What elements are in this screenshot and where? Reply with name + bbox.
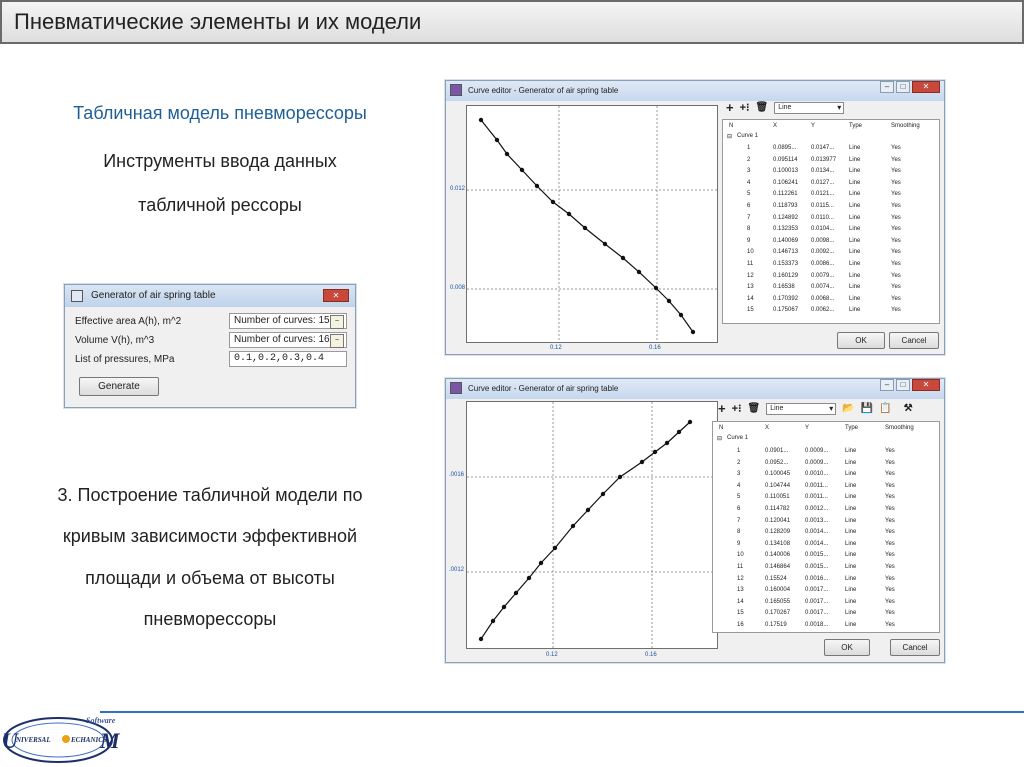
area-value: Number of curves: 15 bbox=[234, 315, 330, 326]
table-cell: 12 bbox=[747, 272, 754, 279]
table-cell: 0.0115... bbox=[811, 203, 834, 209]
table-cell: Yes bbox=[885, 482, 895, 489]
table-cell: Yes bbox=[885, 540, 895, 547]
table-cell: Yes bbox=[891, 203, 901, 209]
table-cell: Line bbox=[845, 494, 857, 501]
close-icon[interactable]: ✕ bbox=[912, 379, 940, 391]
y-tick: .0012 bbox=[449, 567, 465, 573]
table-cell: Line bbox=[849, 145, 861, 151]
table-cell: 2 bbox=[747, 156, 751, 163]
table-cell: 0.140069 bbox=[773, 237, 799, 244]
table-cell: 0.0009... bbox=[805, 448, 829, 454]
table-cell: 11 bbox=[747, 261, 754, 267]
table-cell: Line bbox=[845, 598, 857, 605]
generate-button[interactable]: Generate bbox=[79, 377, 159, 396]
x-tick: 0.16 bbox=[649, 345, 661, 351]
curve-editor-2 bbox=[445, 378, 945, 663]
table-cell: Yes bbox=[885, 552, 895, 559]
table-cell: 0.0018... bbox=[805, 622, 829, 628]
table-cell: Yes bbox=[885, 471, 895, 478]
step-line-1: 3. Построение табличной модели по bbox=[57, 485, 363, 505]
table-cell: Yes bbox=[885, 575, 895, 582]
table-cell: Yes bbox=[891, 168, 901, 175]
footer-line bbox=[100, 711, 1024, 713]
table-cell: 11 bbox=[737, 564, 744, 570]
editor-toolbar bbox=[718, 401, 913, 416]
table-cell: Line bbox=[845, 482, 857, 489]
table-cell: 0.0011... bbox=[805, 482, 828, 489]
table-cell: 1 bbox=[737, 448, 741, 454]
table-cell: 0.17519 bbox=[765, 622, 787, 628]
table-cell: Yes bbox=[891, 191, 901, 198]
table-cell: Line bbox=[849, 191, 861, 198]
minimize-icon[interactable]: – bbox=[880, 81, 894, 93]
table-cell: 7 bbox=[747, 214, 751, 221]
table-cell: Yes bbox=[891, 145, 901, 151]
app-icon bbox=[450, 382, 462, 394]
table-cell: 0.0110... bbox=[811, 214, 834, 221]
table-cell: 1 bbox=[747, 145, 751, 151]
table-cell: 0.146864 bbox=[765, 564, 791, 570]
curve-edit-icon[interactable]: ~ bbox=[330, 315, 344, 329]
table-cell: Yes bbox=[885, 459, 895, 466]
table-cell: 0.175067 bbox=[773, 307, 799, 314]
minimize-icon[interactable]: – bbox=[880, 379, 894, 391]
table-cell: Line bbox=[849, 168, 861, 175]
generator-dialog bbox=[64, 284, 356, 408]
table-cell: 8 bbox=[737, 529, 741, 536]
table-cell: Line bbox=[845, 564, 857, 570]
editor-titlebar bbox=[446, 379, 944, 399]
table-cell: Yes bbox=[885, 448, 895, 454]
column-header: X bbox=[773, 123, 778, 129]
table-cell: 0.0079... bbox=[811, 272, 835, 279]
table-cell: 0.0121... bbox=[811, 191, 835, 198]
table-cell: 0.0068... bbox=[811, 295, 835, 302]
curve-points bbox=[479, 420, 692, 641]
table-cell: Line bbox=[849, 261, 861, 267]
column-header: N bbox=[729, 123, 734, 129]
table-cell: 0.0134... bbox=[811, 168, 835, 175]
editor-toolbar bbox=[726, 100, 844, 115]
table-cell: 0.0092... bbox=[811, 249, 835, 256]
y-tick: 0.012 bbox=[450, 186, 466, 192]
column-header: Smoothing bbox=[885, 425, 914, 431]
table-cell: 0.0086... bbox=[811, 261, 835, 267]
table-cell: Yes bbox=[885, 529, 895, 536]
tree-toggle-icon[interactable]: ⊟ bbox=[717, 436, 723, 442]
table-cell: 0.0014... bbox=[805, 540, 829, 547]
maximize-icon[interactable]: □ bbox=[896, 379, 910, 391]
pressures-input[interactable]: 0.1,0.2,0.3,0.4 bbox=[229, 351, 347, 367]
table-cell: 0.146713 bbox=[773, 249, 799, 256]
slide-title-bar bbox=[0, 0, 1024, 44]
editor-titlebar bbox=[446, 81, 944, 101]
ok-button[interactable]: OK bbox=[824, 639, 870, 656]
area-label: Effective area A(h), m^2 bbox=[75, 316, 182, 327]
app-icon bbox=[450, 84, 462, 96]
curve-label: Curve 1 bbox=[727, 435, 749, 441]
curve-line bbox=[481, 120, 693, 332]
editor-title: Curve editor - Generator of air spring table bbox=[468, 384, 619, 393]
tree-toggle-icon[interactable]: ⊟ bbox=[727, 134, 733, 140]
table-cell: 2 bbox=[737, 459, 741, 466]
table-cell: 0.100045 bbox=[765, 471, 791, 478]
table-cell: 0.15524 bbox=[765, 575, 787, 582]
curve-plot-svg bbox=[467, 106, 717, 342]
table-cell: 0.0062... bbox=[811, 307, 835, 314]
table-cell: Line bbox=[845, 459, 857, 466]
window-controls bbox=[880, 81, 940, 93]
table-cell: Line bbox=[849, 249, 861, 256]
line-type-select[interactable]: Line ▾ bbox=[766, 403, 836, 415]
table-cell: Yes bbox=[891, 284, 901, 291]
table-cell: 6 bbox=[747, 203, 751, 209]
table-cell: Yes bbox=[891, 237, 901, 244]
table-cell: 9 bbox=[747, 237, 751, 244]
table-cell: 0.110051 bbox=[765, 494, 790, 501]
table-cell: Yes bbox=[891, 295, 901, 302]
table-cell: 0.153373 bbox=[773, 261, 799, 267]
volume-value: Number of curves: 16 bbox=[234, 334, 330, 345]
table-cell: Yes bbox=[891, 226, 901, 233]
clipboard-icon[interactable]: 📋 bbox=[879, 403, 892, 414]
generator-title: Generator of air spring table bbox=[91, 290, 216, 301]
table-cell: 0.165055 bbox=[765, 598, 791, 605]
table-cell: 4 bbox=[737, 482, 741, 489]
table-cell: Line bbox=[849, 272, 861, 279]
column-header: Type bbox=[845, 425, 859, 431]
table-cell: 0.0009... bbox=[805, 459, 829, 466]
slide-title: Пневматические элементы и их модели bbox=[14, 9, 422, 34]
table-cell: Line bbox=[849, 307, 861, 314]
table-cell: 0.0010... bbox=[805, 471, 829, 478]
logo-initial-m: M bbox=[100, 728, 120, 753]
table-cell: Yes bbox=[885, 506, 895, 512]
step-line-4: пневморессоры bbox=[143, 609, 277, 629]
window-icon bbox=[71, 290, 83, 302]
table-cell: Line bbox=[849, 156, 861, 163]
curve-line bbox=[481, 422, 690, 639]
table-cell: 0.112261 bbox=[773, 191, 798, 198]
y-tick: 0.008 bbox=[450, 285, 466, 291]
column-header: Y bbox=[805, 425, 810, 431]
insert-icon[interactable]: +⁝ bbox=[739, 102, 750, 114]
table-cell: 0.132353 bbox=[773, 226, 799, 233]
area-field[interactable] bbox=[229, 313, 347, 329]
y-tick: .0016 bbox=[449, 472, 465, 478]
table-cell: 7 bbox=[737, 517, 741, 524]
step-line-3: площади и объема от высоты bbox=[85, 568, 335, 588]
table-cell: Yes bbox=[891, 272, 901, 279]
table-cell: 6 bbox=[737, 506, 741, 512]
logo-initial-u: U bbox=[2, 728, 18, 753]
table-cell: 0.0016... bbox=[805, 575, 829, 582]
add-icon[interactable]: + bbox=[718, 401, 726, 416]
table-cell: 0.124892 bbox=[773, 214, 799, 221]
table-cell: 0.0011... bbox=[805, 494, 828, 501]
table-cell: 0.0013... bbox=[805, 517, 829, 524]
table-cell: Yes bbox=[885, 587, 895, 594]
table-cell: 0.120041 bbox=[765, 517, 791, 524]
table-cell: 0.140006 bbox=[765, 552, 791, 559]
table-cell: Yes bbox=[885, 494, 895, 501]
table-cell: 8 bbox=[747, 226, 751, 233]
table-cell: Line bbox=[845, 506, 857, 512]
table-cell: 0.0017... bbox=[805, 610, 829, 617]
table-cell: Line bbox=[845, 575, 857, 582]
x-tick: 0.12 bbox=[546, 652, 558, 658]
table-cell: 0.0012... bbox=[805, 506, 829, 512]
logo-brand-right: ECHANICS bbox=[71, 736, 107, 744]
table-cell: 0.0104... bbox=[811, 226, 835, 233]
company-logo bbox=[0, 700, 120, 767]
open-folder-icon[interactable]: 📂 bbox=[842, 403, 855, 414]
tools-line-1: Инструменты ввода данных bbox=[103, 151, 337, 171]
table-cell: 0.0015... bbox=[805, 552, 829, 559]
table-cell: Yes bbox=[885, 564, 895, 570]
table-cell: Line bbox=[845, 471, 857, 478]
table-cell: Line bbox=[845, 517, 857, 524]
table-cell: 0.0017... bbox=[805, 587, 829, 594]
column-header: Smoothing bbox=[891, 123, 920, 129]
points-table bbox=[712, 421, 940, 633]
table-cell: 0.0014... bbox=[805, 529, 829, 536]
table-cell: Yes bbox=[891, 156, 901, 163]
insert-icon[interactable]: +⁝ bbox=[731, 403, 742, 415]
table-cell: Line bbox=[849, 214, 861, 221]
table-cell: 0.0901... bbox=[765, 448, 789, 454]
table-cell: Line bbox=[849, 237, 861, 244]
table-cell: 0.170267 bbox=[765, 610, 791, 617]
table-cell: 13 bbox=[747, 284, 754, 291]
window-controls bbox=[880, 379, 940, 391]
table-cell: 0.100013 bbox=[773, 168, 799, 175]
close-icon[interactable]: ✕ bbox=[323, 289, 349, 302]
subtitle: Табличная модель пневморессоры bbox=[73, 103, 367, 123]
volume-field[interactable] bbox=[229, 332, 347, 348]
table-cell: 0.118793 bbox=[773, 203, 798, 209]
table-cell: 0.0127... bbox=[811, 179, 835, 186]
close-icon[interactable]: ✕ bbox=[912, 81, 940, 93]
tools-icon[interactable]: ⚒ bbox=[903, 403, 913, 414]
plot-area[interactable] bbox=[466, 401, 718, 649]
table-cell: 12 bbox=[737, 575, 744, 582]
table-cell: Line bbox=[849, 284, 861, 291]
table-cell: Yes bbox=[885, 517, 895, 524]
line-type-select[interactable]: Line ▾ bbox=[774, 102, 844, 114]
table-cell: 0.0147... bbox=[811, 145, 835, 151]
table-cell: Yes bbox=[885, 622, 895, 628]
delete-icon[interactable]: 🗑 bbox=[755, 102, 769, 113]
table-cell: Line bbox=[845, 587, 857, 594]
cancel-button[interactable]: Cancel bbox=[890, 639, 940, 656]
table-cell: Yes bbox=[891, 261, 901, 267]
plot-area[interactable] bbox=[466, 105, 718, 343]
table-cell: 0.0895... bbox=[773, 145, 797, 151]
table-cell: Line bbox=[845, 622, 857, 628]
logo-software: Software bbox=[86, 716, 116, 725]
table-cell: 0.013977 bbox=[811, 156, 837, 163]
table-cell: Yes bbox=[891, 249, 901, 256]
table-cell: 0.160004 bbox=[765, 587, 791, 594]
x-tick: 0.12 bbox=[550, 345, 562, 351]
add-icon[interactable]: + bbox=[726, 100, 734, 115]
table-cell: Yes bbox=[891, 307, 901, 314]
table-cell: 0.0074... bbox=[811, 284, 835, 291]
table-cell: 5 bbox=[747, 191, 751, 198]
table-cell: 5 bbox=[737, 494, 741, 501]
table-cell: 10 bbox=[747, 249, 754, 256]
table-cell: 0.0017... bbox=[805, 598, 829, 605]
table-cell: 0.0015... bbox=[805, 564, 829, 570]
table-cell: 0.0952... bbox=[765, 459, 789, 466]
table-cell: Line bbox=[849, 226, 861, 233]
table-cell: Line bbox=[849, 203, 861, 209]
table-cell: Line bbox=[845, 540, 857, 547]
table-cell: Yes bbox=[885, 610, 895, 617]
table-cell: 0.104744 bbox=[765, 482, 791, 489]
table-cell: 3 bbox=[747, 168, 751, 175]
table-cell: 0.160129 bbox=[773, 272, 799, 279]
table-cell: Line bbox=[845, 529, 857, 536]
table-cell: Line bbox=[849, 295, 861, 302]
curve-plot-svg bbox=[467, 402, 717, 648]
delete-icon[interactable]: 🗑 bbox=[747, 403, 761, 414]
table-cell: Line bbox=[845, 552, 857, 559]
table-cell: Line bbox=[845, 448, 857, 454]
column-header: X bbox=[765, 425, 770, 431]
column-header: N bbox=[719, 425, 724, 431]
cancel-button[interactable]: Cancel bbox=[889, 332, 939, 349]
table-cell: 0.114782 bbox=[765, 506, 790, 512]
step-line-2: кривым зависимости эффективной bbox=[62, 526, 358, 546]
volume-label: Volume V(h), m^3 bbox=[75, 335, 155, 346]
table-cell: 16 bbox=[737, 622, 744, 628]
ok-button[interactable]: OK bbox=[837, 332, 885, 349]
column-header: Y bbox=[811, 123, 816, 129]
table-cell: 3 bbox=[737, 471, 741, 478]
maximize-icon[interactable]: □ bbox=[896, 81, 910, 93]
curve-label: Curve 1 bbox=[737, 133, 759, 139]
table-cell: 13 bbox=[737, 587, 744, 594]
table-cell: 0.134108 bbox=[765, 540, 791, 547]
generator-titlebar bbox=[65, 285, 355, 307]
table-cell: 0.106241 bbox=[773, 179, 799, 186]
points-table bbox=[722, 119, 940, 324]
table-cell: 10 bbox=[737, 552, 744, 559]
table-cell: 4 bbox=[747, 179, 751, 186]
pressures-label: List of pressures, MPa bbox=[75, 354, 175, 365]
table-cell: 0.128209 bbox=[765, 529, 791, 536]
table-cell: 0.095114 bbox=[773, 156, 798, 163]
table-cell: 14 bbox=[747, 295, 754, 302]
tools-line-2: табличной рессоры bbox=[138, 195, 302, 215]
table-cell: 14 bbox=[737, 598, 744, 605]
curve-points bbox=[479, 118, 695, 334]
table-cell: 0.16538 bbox=[773, 284, 795, 291]
column-header: Type bbox=[849, 123, 863, 129]
curve-edit-icon[interactable]: ~ bbox=[330, 334, 344, 348]
table-cell: Line bbox=[845, 610, 857, 617]
table-cell: 15 bbox=[747, 307, 754, 314]
table-cell: 0.170392 bbox=[773, 295, 799, 302]
logo-brand-left: NIVERSAL bbox=[16, 736, 51, 744]
table-cell: 15 bbox=[737, 610, 744, 617]
table-cell: Yes bbox=[885, 598, 895, 605]
table-cell: 0.0098... bbox=[811, 237, 835, 244]
x-tick: 0.16 bbox=[645, 652, 657, 658]
table-cell: 9 bbox=[737, 540, 741, 547]
table-cell: Yes bbox=[891, 214, 901, 221]
table-cell: Yes bbox=[891, 179, 901, 186]
save-icon[interactable]: 💾 bbox=[860, 403, 874, 414]
curve-editor-1 bbox=[445, 80, 945, 355]
editor-title: Curve editor - Generator of air spring table bbox=[468, 86, 619, 95]
table-cell: Line bbox=[849, 179, 861, 186]
